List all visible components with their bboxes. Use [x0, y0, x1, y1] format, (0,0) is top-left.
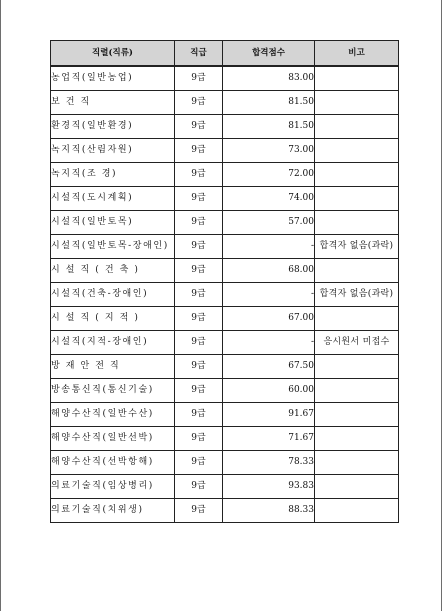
table-row: [51, 427, 399, 451]
table-row: [51, 259, 399, 283]
row-remarks: [315, 91, 399, 115]
row-pass-score: 81.50: [223, 115, 315, 139]
row-pass-score: 57.00: [223, 211, 315, 235]
row-job-series: 시설직(일반토목-장애인): [51, 235, 175, 259]
header-job-series: 직렬(직류): [51, 41, 175, 67]
row-remarks: [315, 403, 399, 427]
row-grade: 9급: [175, 66, 223, 91]
row-job-series: 환경직(일반환경): [51, 115, 175, 139]
row-pass-score: 81.50: [223, 91, 315, 115]
table-row: [51, 139, 399, 163]
table-row: [51, 451, 399, 475]
row-grade: 9급: [175, 451, 223, 475]
row-job-series: 해양수산직(일반수산): [51, 403, 175, 427]
row-pass-score: 78.33: [223, 451, 315, 475]
row-remarks: 응시원서 미접수: [315, 331, 399, 355]
table-row: [51, 499, 399, 523]
row-grade: 9급: [175, 475, 223, 499]
row-pass-score: 67.50: [223, 355, 315, 379]
row-grade: 9급: [175, 235, 223, 259]
row-pass-score: 72.00: [223, 163, 315, 187]
row-remarks: [315, 66, 399, 91]
row-remarks: [315, 211, 399, 235]
row-job-series: 시설직(지적-장애인): [51, 331, 175, 355]
row-remarks: [315, 139, 399, 163]
row-remarks: [315, 499, 399, 523]
row-remarks: [315, 355, 399, 379]
table-header-row: [51, 41, 399, 67]
row-remarks: [315, 427, 399, 451]
table-row: [51, 283, 399, 307]
header-remarks: 비고: [315, 41, 399, 67]
row-remarks: [315, 259, 399, 283]
row-job-series: 농업직(일반농업): [51, 66, 175, 91]
row-pass-score: 88.33: [223, 499, 315, 523]
row-job-series: 시설직(일반토목): [51, 211, 175, 235]
row-pass-score: 93.83: [223, 475, 315, 499]
table-row: [51, 115, 399, 139]
row-job-series: 해양수산직(선박항해): [51, 451, 175, 475]
row-job-series: 시 설 직 ( 건 축 ): [51, 259, 175, 283]
row-pass-score: 68.00: [223, 259, 315, 283]
row-grade: 9급: [175, 355, 223, 379]
row-remarks: [315, 307, 399, 331]
row-grade: 9급: [175, 331, 223, 355]
row-job-series: 녹지직(조 경): [51, 163, 175, 187]
row-pass-score: 83.00: [223, 66, 315, 91]
row-remarks: [315, 187, 399, 211]
row-pass-score: 73.00: [223, 139, 315, 163]
table-row: [51, 235, 399, 259]
row-grade: 9급: [175, 163, 223, 187]
row-grade: 9급: [175, 307, 223, 331]
table-row: [51, 91, 399, 115]
row-grade: 9급: [175, 187, 223, 211]
row-remarks: [315, 475, 399, 499]
table-row: [51, 187, 399, 211]
row-job-series: 시 설 직 ( 지 적 ): [51, 307, 175, 331]
row-grade: 9급: [175, 211, 223, 235]
row-pass-score: 60.00: [223, 379, 315, 403]
table-row: [51, 355, 399, 379]
row-job-series: 시설직(도시계획): [51, 187, 175, 211]
header-grade: 직급: [175, 41, 223, 67]
row-pass-score: 71.67: [223, 427, 315, 451]
table-row: [51, 307, 399, 331]
row-grade: 9급: [175, 283, 223, 307]
pass-score-table: [50, 40, 399, 523]
row-job-series: 해양수산직(일반선박): [51, 427, 175, 451]
table-row: [51, 379, 399, 403]
row-job-series: 방송통신직(통신기술): [51, 379, 175, 403]
row-grade: 9급: [175, 427, 223, 451]
table-row: [51, 163, 399, 187]
row-grade: 9급: [175, 259, 223, 283]
row-grade: 9급: [175, 379, 223, 403]
row-job-series: 시설직(건축-장애인): [51, 283, 175, 307]
row-pass-score: 91.67: [223, 403, 315, 427]
row-job-series: 녹지직(산림자원): [51, 139, 175, 163]
row-remarks: [315, 379, 399, 403]
table-row: [51, 331, 399, 355]
row-job-series: 의료기술직(치위생): [51, 499, 175, 523]
row-job-series: 의료기술직(임상병리): [51, 475, 175, 499]
row-grade: 9급: [175, 115, 223, 139]
row-grade: 9급: [175, 91, 223, 115]
table-row: [51, 475, 399, 499]
row-remarks: 합격자 없음(과락): [315, 283, 399, 307]
row-job-series: 보 건 직: [51, 91, 175, 115]
table-row: [51, 66, 399, 91]
header-pass-score: 합격점수: [223, 41, 315, 67]
row-remarks: [315, 115, 399, 139]
row-grade: 9급: [175, 499, 223, 523]
table-row: [51, 211, 399, 235]
table-row: [51, 403, 399, 427]
row-grade: 9급: [175, 403, 223, 427]
row-job-series: 방 재 안 전 직: [51, 355, 175, 379]
row-remarks: [315, 451, 399, 475]
row-remarks: 합격자 없음(과락): [315, 235, 399, 259]
row-pass-score: -: [223, 235, 315, 259]
row-grade: 9급: [175, 139, 223, 163]
row-pass-score: 74.00: [223, 187, 315, 211]
row-pass-score: -: [223, 331, 315, 355]
row-pass-score: -: [223, 283, 315, 307]
row-pass-score: 67.00: [223, 307, 315, 331]
row-remarks: [315, 163, 399, 187]
